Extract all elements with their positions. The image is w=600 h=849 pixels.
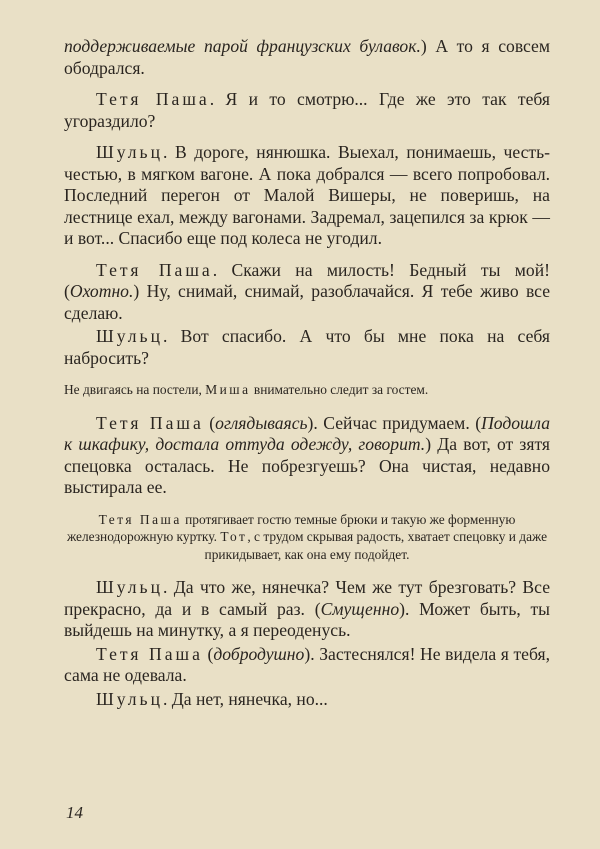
text-run: . Да что же, нянечка? Чем же тут брезговать? Все прекрасно, да и в самый раз. ( — [64, 577, 550, 619]
speaker-name: Тетя Паша — [96, 643, 203, 664]
inline-stage-direction: Подошла к шкафику, достала оттуда одежду, говорит. — [64, 412, 550, 454]
paragraph-tetya-pasha-3 — [64, 413, 550, 499]
inline-stage-direction: добродушно — [213, 643, 305, 664]
text-run: . В дороге, нянюшка. Выехал, понимаешь, честь-честью, в мягком вагоне. А пока добрался — всего попробовал. Последний перегон от Малой Вишеры, не поверишь, на лестнице ехал, между вагонами. Задремал, зацепился за крюк — и вот... Спасибо еще под колеса не угодил. — [64, 142, 550, 248]
speaker-name: Шульц — [96, 577, 163, 597]
text-run: ). Застеснялся! Не видела я тебя, сама не одевала. — [64, 643, 550, 685]
paragraph-continuation — [64, 36, 550, 79]
character-name: Тетя Паша — [98, 511, 182, 527]
text-run: ) Ну, снимай, снимай, разоблачайся. Я тебе живо все сделаю. — [64, 281, 550, 323]
page-text — [64, 36, 550, 710]
character-name: Тот — [220, 529, 248, 544]
text-run: ). Может быть, ты выйдешь на минутку, а я переоденусь. — [64, 598, 550, 640]
inline-stage-direction: Охотно. — [69, 281, 134, 301]
inline-stage-direction: Смущенно — [320, 598, 400, 619]
text-run: ( — [202, 643, 214, 664]
speaker-name: Тетя Паша — [96, 89, 210, 109]
inline-stage-direction: оглядываясь — [215, 412, 308, 433]
paragraph-tetya-pasha-4 — [64, 644, 550, 687]
speaker-name: Шульц — [96, 142, 163, 162]
paragraph-tetya-pasha-2 — [64, 260, 550, 325]
paragraph-shults-4 — [64, 689, 550, 711]
text-run: протягивает гостю темные брюки и такую же форменную железнодорожную куртку. — [66, 511, 516, 544]
page-number: 14 — [66, 803, 83, 822]
text-run: внимательно следит за гостем. — [250, 382, 429, 397]
stage-direction-1 — [64, 381, 550, 399]
speaker-name: Тетя Паша — [96, 259, 213, 280]
text-run: . Да нет, нянечка, но... — [163, 688, 328, 709]
speaker-name: Шульц — [96, 326, 163, 346]
paragraph-shults-2 — [64, 326, 550, 369]
text-run: . Скажи на милость! Бедный ты мой! ( — [64, 259, 550, 301]
paragraph-shults-1 — [64, 142, 550, 250]
text-run: , с трудом скрывая радость, хватает спецовку и даже прикидывает, как она ему подойдет. — [204, 529, 548, 562]
speaker-name: Тетя Паша — [96, 412, 204, 433]
text-run: Не двигаясь на постели, — [64, 382, 206, 397]
paragraph-shults-3 — [64, 577, 550, 642]
text-run: ) Да вот, от зятя спецовка осталась. Не побрезгуешь? Она чистая, недавно выстирала ее. — [64, 434, 551, 497]
paragraph-tetya-pasha-1 — [64, 89, 550, 132]
text-run: ). Сейчас придумаем. ( — [307, 412, 482, 433]
text-run: . Вот спасибо. А что бы мне пока на себя набросить? — [64, 326, 550, 368]
inline-stage-direction: поддерживаемые парой французских булавок. — [64, 36, 421, 56]
text-run: . Я и то смотрю... Где же это так тебя угораздило? — [64, 89, 550, 131]
character-name: Миша — [205, 382, 251, 397]
text-run: ) А то я совсем ободрался. — [64, 36, 550, 78]
stage-direction-2 — [64, 511, 550, 564]
text-run: ( — [203, 412, 216, 433]
speaker-name: Шульц — [96, 688, 163, 709]
